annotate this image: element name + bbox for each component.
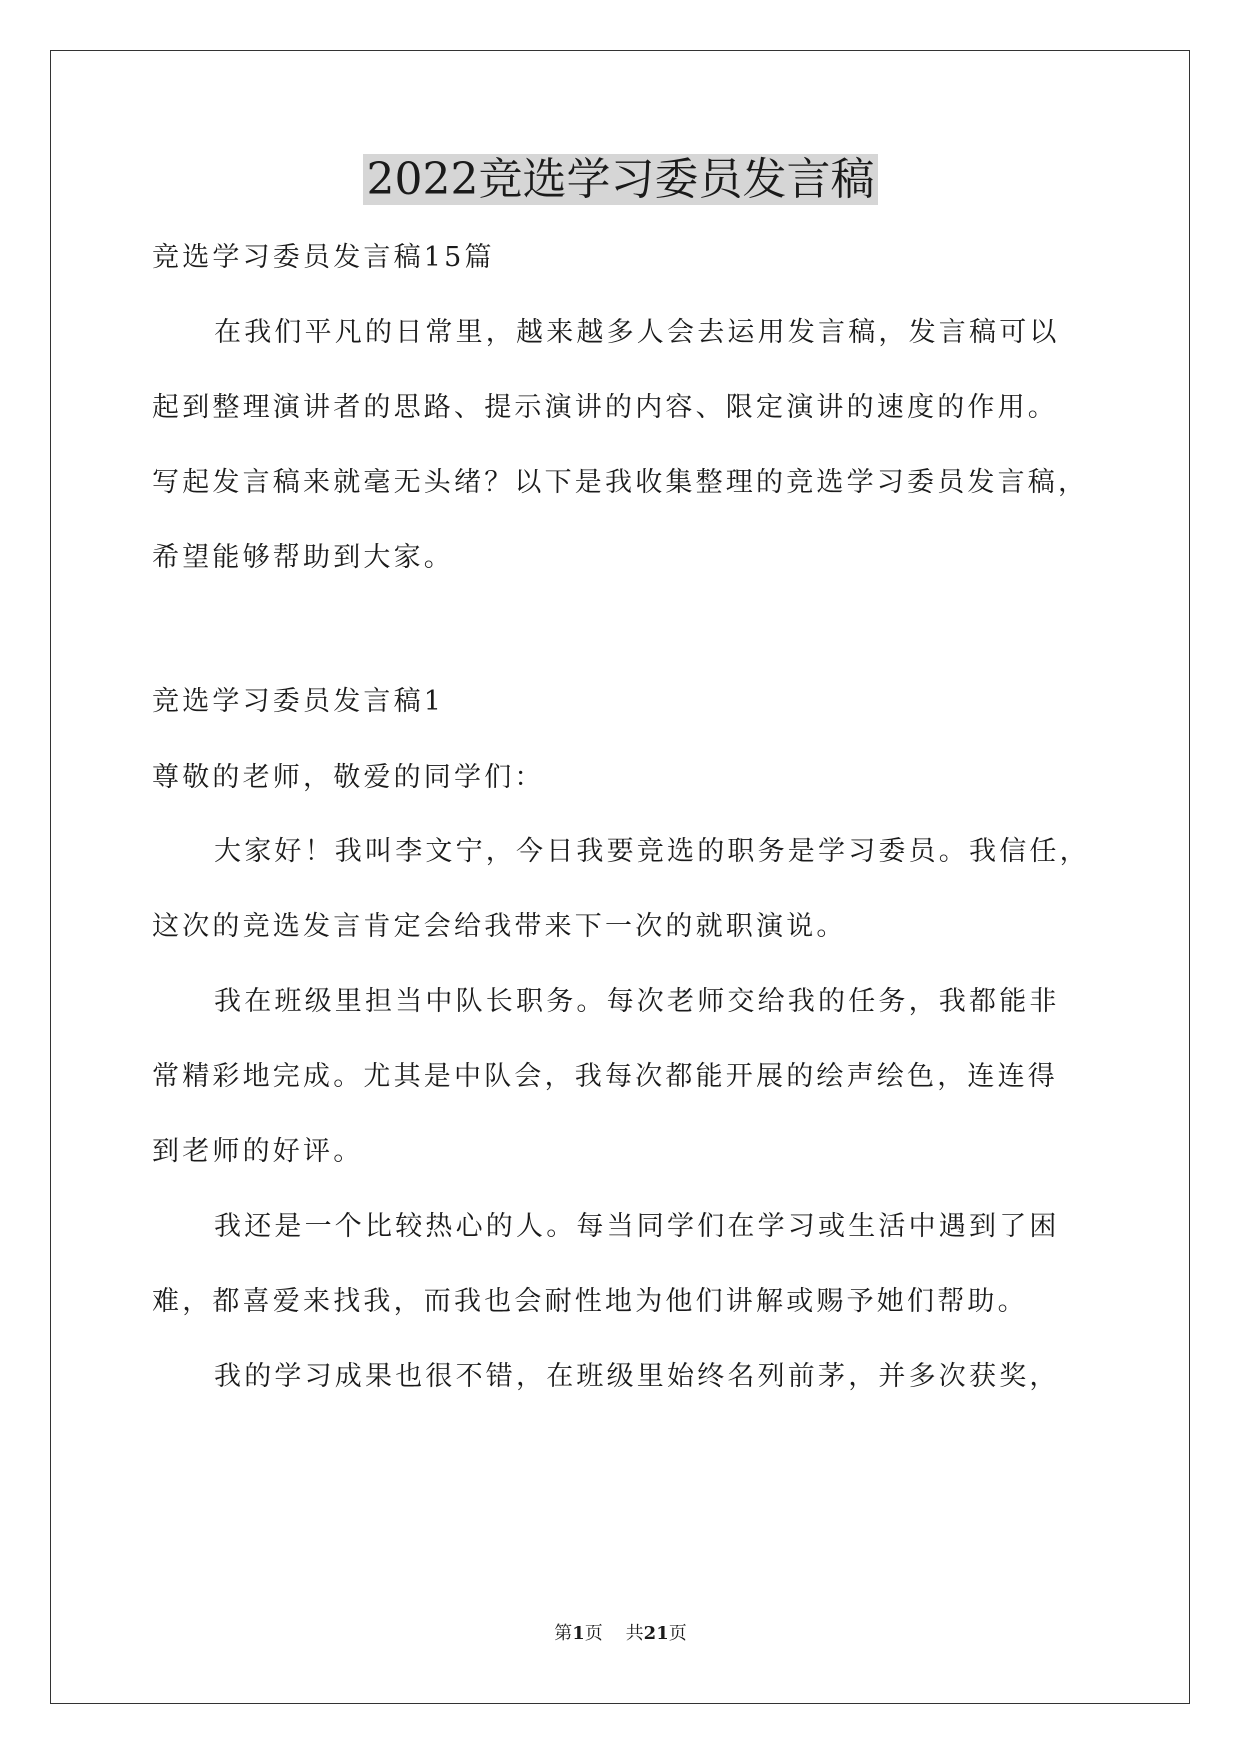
footer-page-number: 1 [572,1623,585,1644]
footer-total-suffix: 页 [668,1623,687,1644]
footer-total-prefix: 共 [625,1623,644,1644]
paragraph-line: 写起发言稿来就毫无头绪？以下是我收集整理的竞选学习委员发言稿， [152,467,1089,498]
paragraph-line: 起到整理演讲者的思路、提示演讲的内容、限定演讲的速度的作用。 [152,392,1058,423]
salutation-line: 尊敬的老师，敬爱的同学们： [152,762,545,793]
paragraph-line: 我在班级里担当中队长职务。每次老师交给我的任务，我都能非 [214,986,1060,1017]
paragraph-line: 常精彩地完成。尤其是中队会，我每次都能开展的绘声绘色，连连得 [152,1061,1058,1092]
document-title-text: 2022竞选学习委员发言稿 [363,154,879,205]
paragraph-line: 大家好！我叫李文宁，今日我要竞选的职务是学习委员。我信任， [214,836,1090,867]
footer-page-suffix: 页 [584,1623,603,1644]
paragraph-line: 这次的竞选发言肯定会给我带来下一次的就职演说。 [152,911,847,942]
paragraph-line: 希望能够帮助到大家。 [152,542,454,573]
paragraph-line: 我还是一个比较热心的人。每当同学们在学习或生活中遇到了困 [214,1211,1060,1242]
subtitle-line: 竞选学习委员发言稿15篇 [152,242,495,273]
page-footer [0,1622,1241,1646]
section-heading: 竞选学习委员发言稿1 [152,686,445,717]
footer-total-pages: 21 [643,1623,669,1644]
footer-prefix: 第 [554,1623,573,1644]
paragraph-line: 难，都喜爱来找我，而我也会耐性地为他们讲解或赐予她们帮助。 [152,1286,1028,1317]
paragraph-line: 在我们平凡的日常里，越来越多人会去运用发言稿，发言稿可以 [214,317,1060,348]
document-title [0,150,1241,210]
paragraph-line: 到老师的好评。 [152,1136,364,1167]
page-border [50,50,1190,1704]
paragraph-line: 我的学习成果也很不错，在班级里始终名列前茅，并多次获奖， [214,1361,1060,1392]
